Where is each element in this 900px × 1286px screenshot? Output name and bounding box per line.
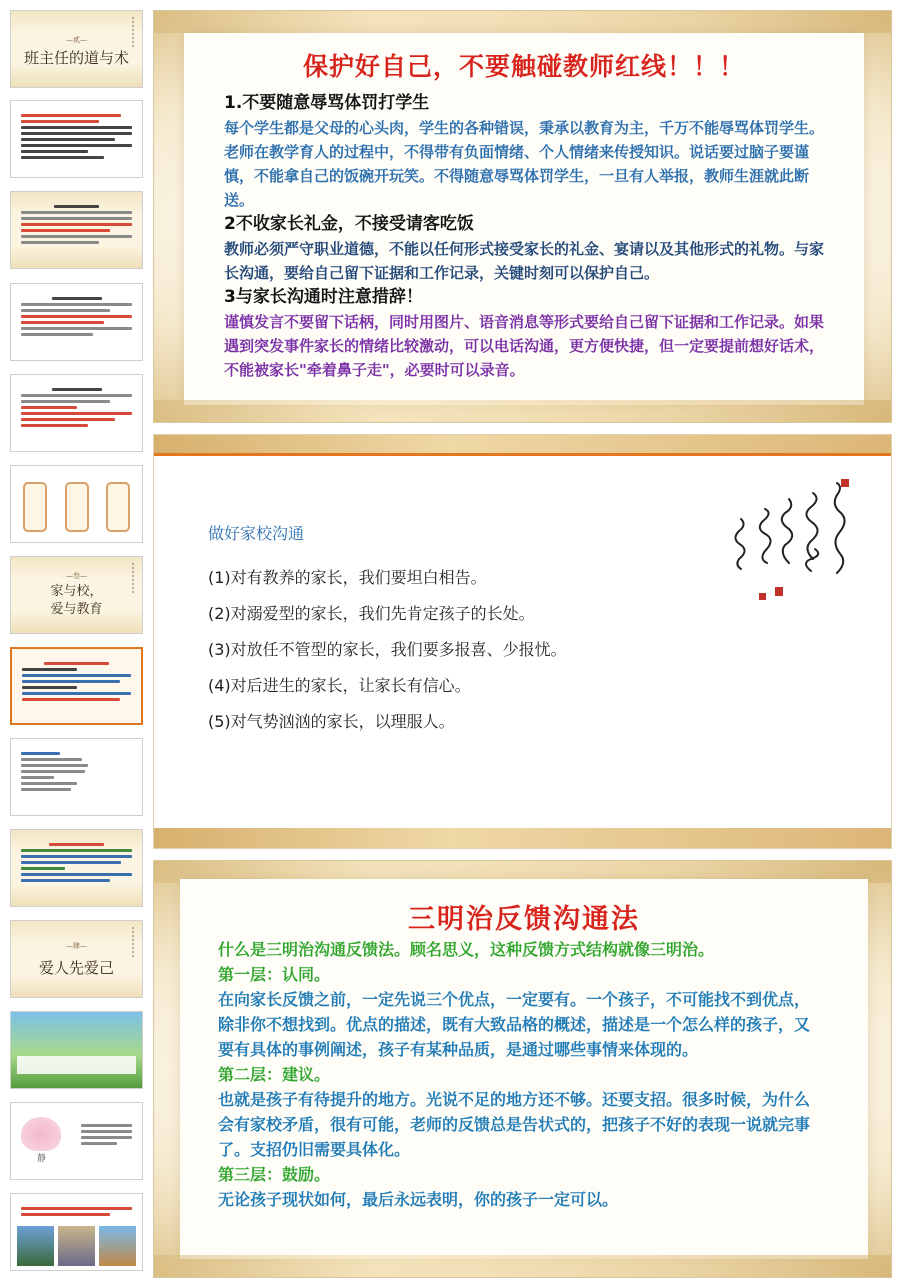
layer-3-heading: 第三层：鼓励。 bbox=[218, 1165, 331, 1184]
thumbnail-slide-5[interactable] bbox=[10, 374, 143, 452]
layer-1-heading: 第一层：认同。 bbox=[218, 965, 331, 984]
thumbnail-slide-2[interactable] bbox=[10, 100, 143, 178]
section-paragraph-2: 教师必须严守职业道德，不能以任何形式接受家长的礼金、宴请以及其他形式的礼物。与家长沟通，要给自己留下证据和工作记录，关键时刻可以保护自己。 bbox=[224, 240, 825, 282]
list-item: (5)对气势汹汹的家长，以理服人。 bbox=[208, 712, 455, 731]
thumbnail-slide-10[interactable] bbox=[10, 829, 143, 907]
list-item: (1)对有教养的家长，我们要坦白相告。 bbox=[208, 568, 487, 587]
slide-home-school-communication bbox=[153, 434, 892, 849]
thumbnail-slide-1[interactable] bbox=[10, 10, 143, 88]
slide-heading: 做好家校沟通 bbox=[208, 524, 305, 543]
thumbnail-slide-4[interactable] bbox=[10, 283, 143, 361]
section-paragraph-3: 谨慎发言不要留下话柄，同时用图片、语音消息等形式要给自己留下证据和工作记录。如果遇到突发事件家长的情绪比较激动，可以电话沟通，更方便快捷，但一定要提前想好话术，不能被家长"牵着鼻子走"，必要时可以录音。 bbox=[224, 313, 825, 379]
slide-body bbox=[218, 937, 824, 1212]
landscape-image bbox=[11, 1012, 142, 1089]
layer-2-heading: 第二层：建议。 bbox=[218, 1065, 331, 1084]
thumbnail-text-preview bbox=[21, 840, 132, 885]
slide-content-panel bbox=[180, 879, 868, 1259]
slide-title: 保护好自己，不要触碰教师红线！！！ bbox=[302, 52, 745, 81]
thumbnail-slide-13[interactable] bbox=[10, 1102, 143, 1180]
slide-content-panel bbox=[184, 33, 864, 405]
slide-protect-yourself bbox=[153, 10, 892, 423]
bottom-decorative-bar bbox=[154, 828, 891, 848]
layer-2-paragraph: 也就是孩子有待提升的地方。光说不足的地方还不够。还要支招。很多时候，为什么会有家校矛盾，很有可能，老师的反馈总是告状式的，把孩子不好的表现一说就完事了。支招仍旧需要具体化。 bbox=[218, 1090, 811, 1159]
thumbnail-section-number: —贰— bbox=[66, 36, 87, 44]
thumbnail-text-preview bbox=[22, 659, 131, 704]
thumbnail-slide-14[interactable] bbox=[10, 1193, 143, 1271]
list-item: (3)对放任不管型的家长，我们要多报喜、少报忧。 bbox=[208, 640, 567, 659]
lotus-image bbox=[21, 1117, 61, 1151]
section-heading-1: 1.不要随意辱骂体罚打学生 bbox=[224, 93, 430, 113]
thumbnail-text-preview bbox=[21, 749, 132, 794]
section-heading-3: 3与家长沟通时注意措辞！ bbox=[224, 287, 423, 307]
thumbnail-title-line1: 家与校， bbox=[50, 584, 103, 599]
section-paragraph-1: 每个学生都是父母的心头肉，学生的各种错误，秉承以教育为主，千万不能辱骂体罚学生。老师在教学育人的过程中，不得带有负面情绪、个人情绪来传授知识。说话要过脑子要谨慎，不能拿自己的饭碗开玩笑。不得随意辱骂体罚学生，一旦有人举报，教师生涯就此断送。 bbox=[224, 119, 825, 209]
thumbnail-text-preview bbox=[21, 1204, 132, 1219]
thumbnail-slide-12[interactable] bbox=[10, 1011, 143, 1089]
thumbnail-slide-7[interactable] bbox=[10, 556, 143, 634]
thumbnail-text-preview bbox=[21, 111, 132, 162]
calligraphy-artwork bbox=[715, 475, 853, 605]
thumbnail-text-preview bbox=[21, 202, 132, 247]
thumbnail-text-preview bbox=[21, 385, 132, 430]
list-item: (2)对溺爱型的家长，我们先肯定孩子的长处。 bbox=[208, 604, 535, 623]
slide-thumbnail-panel bbox=[0, 0, 150, 1286]
thumbnail-slide-8-selected[interactable] bbox=[10, 647, 143, 725]
thumbnail-slide-6[interactable] bbox=[10, 465, 143, 543]
thumbnail-section-number: —叁— bbox=[66, 572, 87, 580]
thumbnail-title: 爱人先爱己 bbox=[38, 959, 114, 977]
thumbnail-section-number: —肆— bbox=[66, 942, 87, 950]
top-decorative-bar bbox=[154, 435, 891, 453]
thumbnail-slide-9[interactable] bbox=[10, 738, 143, 816]
slide-title: 三明治反馈沟通法 bbox=[408, 904, 640, 935]
thumbnail-slide-3[interactable] bbox=[10, 191, 143, 269]
intro-paragraph: 什么是三明治沟通反馈法。顾名思义，这种反馈方式结构就像三明治。 bbox=[218, 940, 715, 959]
thumbnail-slide-11[interactable] bbox=[10, 920, 143, 998]
slide-sandwich-feedback bbox=[153, 860, 892, 1278]
parent-type-list bbox=[208, 560, 648, 740]
thumbnail-text-preview bbox=[21, 294, 132, 339]
thumbnail-title: 班主任的道与术 bbox=[23, 49, 129, 67]
layer-3-paragraph: 无论孩子现状如何，最后永远表明，你的孩子一定可以。 bbox=[218, 1190, 619, 1209]
thumbnail-text-preview bbox=[81, 1121, 132, 1148]
section-heading-2: 2不收家长礼金，不接受请客吃饭 bbox=[224, 214, 474, 234]
layer-1-paragraph: 在向家长反馈之前，一定先说三个优点，一定要有。一个孩子，不可能找不到优点，除非你不想找到。优点的描述，既有大致品格的概述，描述是一个怎么样的孩子，又要有具体的事例阐述，孩子有某种品质，是通过哪些事情来体现的。 bbox=[218, 990, 811, 1059]
thumbnail-photo-row bbox=[17, 1226, 136, 1266]
list-item: (4)对后进生的家长，让家长有信心。 bbox=[208, 676, 471, 695]
thumbnail-calligraphy: 静 bbox=[37, 1154, 47, 1164]
top-accent-line bbox=[154, 453, 891, 456]
thumbnail-title-line2: 爱与教育 bbox=[50, 602, 103, 617]
slide-body bbox=[224, 91, 824, 382]
thumbnail-card-preview bbox=[23, 482, 130, 532]
